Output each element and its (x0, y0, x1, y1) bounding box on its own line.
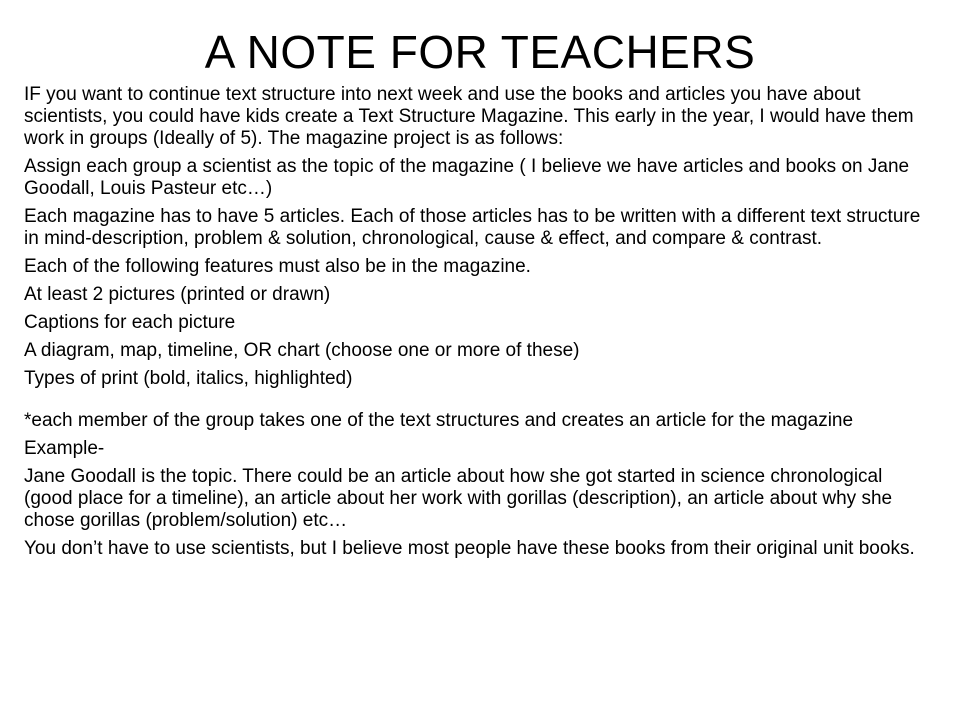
paragraph-closing: You don’t have to use scientists, but I believe most people have these books from their original unit books. (24, 538, 915, 559)
paragraph-features-intro: Each of the following features must also be in the magazine. (24, 256, 531, 277)
paragraph-five-articles: Each magazine has to have 5 articles. Each of those articles has to be written with a different text structure in mind-description, problem & solution, chronological, cause & effect, and compare & contrast. (24, 206, 921, 249)
feature-print-types: Types of print (bold, italics, highlighted) (24, 368, 353, 389)
feature-pictures: At least 2 pictures (printed or drawn) (24, 284, 331, 305)
paragraph-assign-scientist: Assign each group a scientist as the topic of the magazine ( I believe we have articles and books on Jane Goodall, Louis Pasteur etc…) (24, 156, 910, 199)
paragraph-example-label: Example- (24, 438, 105, 459)
paragraph-example: Jane Goodall is the topic. There could be an article about how she got started in science chronological (good place for a timeline), an article about her work with gorillas (description), an article about why she chose gorillas (problem/solution) etc… (24, 466, 893, 531)
slide-body (24, 84, 936, 566)
feature-diagram: A diagram, map, timeline, OR chart (choose one or more of these) (24, 340, 580, 361)
paragraph-group-members: *each member of the group takes one of the text structures and creates an article for the magazine (24, 410, 854, 431)
feature-captions: Captions for each picture (24, 312, 236, 333)
slide-title: A NOTE FOR TEACHERS (204, 26, 756, 78)
paragraph-intro: IF you want to continue text structure into next week and use the books and articles you have about scientists, you could have kids create a Text Structure Magazine. This early in the year, I would have them work in groups (Ideally of 5). The magazine project is as follows: (24, 84, 914, 149)
